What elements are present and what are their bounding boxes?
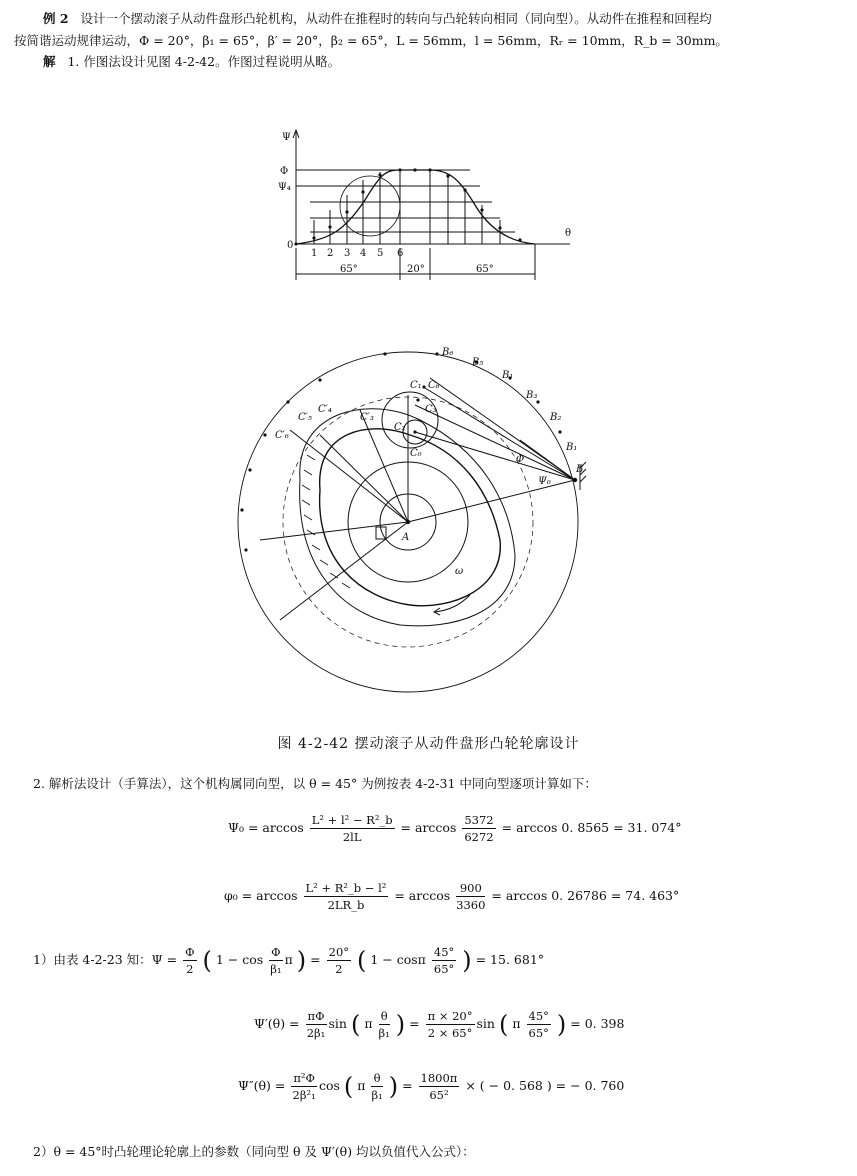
label-C3: C₃ xyxy=(425,404,437,415)
eq3-inner1: 1 − cos xyxy=(215,952,264,967)
label-C6-prime: C′₆ xyxy=(275,430,289,441)
eq3-f4d: 65° xyxy=(433,962,455,976)
eq4-f1d: 2β₁ xyxy=(306,1026,326,1040)
label-B: B xyxy=(576,464,584,475)
eq5-f2n: θ xyxy=(371,1070,382,1087)
eq4-rhs: = 0. 398 xyxy=(570,1016,625,1031)
label-C6: C₆ xyxy=(428,380,440,391)
eq4-f4d: 65° xyxy=(528,1026,549,1040)
eq3-f1d: 2 xyxy=(186,962,194,976)
eq4-pi-2: π xyxy=(512,1016,521,1031)
example-line-2: 按简谐运动规律运动，Φ = 20°，β₁ = 65°，β′ = 20°，β₂ = 65°，L = 56mm，l = 56mm，Rᵣ = 10mm，R_b = 30mm。 xyxy=(14,33,728,48)
label-C5-prime: C′₅ xyxy=(298,412,312,423)
example-text-1: 设计一个摆动滚子从动件盘形凸轮机构，从动件在推程时的转向与凸轮转向相同（同向型）。从动件在推程和回程均 xyxy=(80,11,712,26)
eq2-lhs: φ₀ = arccos xyxy=(224,888,298,903)
label-C1: C₁ xyxy=(410,380,422,391)
label-B4: B₁ xyxy=(502,370,514,381)
eq2-fraction-2 xyxy=(456,880,485,913)
origin-label: 0 xyxy=(287,240,294,251)
label-C3-prime: C′₃ xyxy=(360,412,374,423)
eq3-fraction-1 xyxy=(183,944,196,977)
solution-label: 解 xyxy=(43,54,56,69)
equation-phi0 xyxy=(224,880,679,913)
eq5-fraction-2 xyxy=(371,1070,382,1103)
eq2-num2: 900 xyxy=(456,880,485,897)
eq3-inner2: 1 − cosπ xyxy=(370,952,426,967)
eq1-mid: = arccos xyxy=(400,820,457,835)
eq4-f1n: πΦ xyxy=(307,1009,325,1023)
equation-psi0 xyxy=(228,812,682,845)
label-psi0: Ψ₀ xyxy=(538,476,551,487)
eq4-fraction-2 xyxy=(379,1008,390,1041)
eq1-num: L² + l² − R²_b xyxy=(311,813,393,827)
label-omega: ω xyxy=(455,566,464,577)
solution-line xyxy=(43,52,340,70)
solution-text: 1. 作图法设计见图 4-2-42。作图过程说明从略。 xyxy=(67,54,341,69)
eq4-f3d: 2 × 65° xyxy=(427,1026,473,1040)
eq3-prefix: 1）由表 4-2-23 知：Ψ = xyxy=(33,952,178,967)
eq5-rhs: × ( − 0. 568 ) = − 0. 760 xyxy=(465,1078,625,1093)
tick-6: 6 xyxy=(397,248,404,259)
eq4-pi: π xyxy=(364,1016,373,1031)
eq4-fraction-1 xyxy=(306,1008,327,1041)
eq2-fraction-1 xyxy=(304,880,389,913)
eq1-den: 2lL xyxy=(342,830,362,844)
eq4-f2n: θ xyxy=(379,1008,390,1025)
label-B2: B₂ xyxy=(550,412,562,423)
eq2-rhs: = arccos 0. 26786 = 74. 463° xyxy=(491,888,680,903)
eq3-f1n: Φ xyxy=(185,945,195,959)
eq4-f2d: β₁ xyxy=(378,1026,390,1040)
eq3-eq: = xyxy=(310,952,321,967)
eq3-f2n: Φ xyxy=(271,945,281,959)
y-psi-label: Ψ₄ xyxy=(278,182,291,193)
eq1-rhs: = arccos 0. 8565 = 31. 074° xyxy=(501,820,682,835)
eq1-fraction-1 xyxy=(310,812,395,845)
eq4-f4n: 45° xyxy=(528,1009,549,1023)
equation-psi-prime: Ψ′(θ) = $\frac{\pi\Phi}{\text{2β₁}}$ sin ( π $\frac{\theta}{\text{β₁}}$ ) = $\frac{\pi \times 20^\circ}{2 \times 65^\circ}$ sin ( π $\frac{45^\circ}{65^\circ}$ ) = 0. 398 xyxy=(254,1009,625,1040)
figure-caption: 图 4-2-42 摆动滚子从动件盘形凸轮轮廓设计 xyxy=(277,736,580,752)
label-B3: B₃ xyxy=(526,390,538,401)
eq3-rhs: = 15. 681° xyxy=(475,952,545,967)
eq5-f3d: 65² xyxy=(429,1088,449,1102)
item-2-line: 2）θ = 45°时凸轮理论轮廓上的参数（同向型 θ 及 Ψ′(θ) 均以负值代入公式）： xyxy=(33,1144,475,1159)
label-phi: Φ xyxy=(516,454,525,465)
cam-profile-diagram xyxy=(220,340,620,700)
tick-5: 5 xyxy=(377,248,384,259)
label-B5: B₅ xyxy=(472,357,484,368)
eq5-cos: cos xyxy=(318,1078,340,1093)
eq5-f2d: β₁ xyxy=(371,1088,383,1102)
eq4-f3n: π × 20° xyxy=(427,1009,473,1023)
eq2-num: L² + R²_b − l² xyxy=(305,881,387,895)
y-axis-label: Ψ xyxy=(282,132,291,143)
example-label: 例 2 xyxy=(43,11,69,26)
eq5-fraction-3 xyxy=(419,1070,460,1103)
eq4-eq: = xyxy=(409,1016,420,1031)
eq2-mid: = arccos xyxy=(394,888,451,903)
eq2-den2: 3360 xyxy=(456,898,486,912)
eq4-lhs: Ψ′(θ) = xyxy=(254,1016,300,1031)
tick-1: 1 xyxy=(311,248,318,259)
eq5-eq: = xyxy=(402,1078,413,1093)
equation-psi: 1）由表 4-2-23 知：Ψ = $\frac{\Phi}{2}$ ( 1 − cos $\frac{\Phi}{\text{β₁}}$ π ) = $\frac{20^\circ}{2}$ ( 1 − cosπ $\frac{45^\circ}{65^\circ}$ ) = 15. 681° xyxy=(33,945,545,976)
label-C2: C₂ xyxy=(394,422,406,433)
eq3-f4n: 45° xyxy=(433,945,455,959)
tick-3: 3 xyxy=(344,248,351,259)
eq4-fraction-3 xyxy=(426,1008,475,1041)
eq1-den2: 6272 xyxy=(464,830,494,844)
label-C4-prime: C′₄ xyxy=(318,404,332,415)
y-phi-label: Φ xyxy=(280,166,289,177)
eq5-f1d: 2β²₁ xyxy=(292,1088,316,1102)
example-line-1 xyxy=(43,9,712,27)
eq5-f3n: 1800π xyxy=(420,1071,458,1085)
eq5-pi: π xyxy=(357,1078,366,1093)
label-B1: B₁ xyxy=(566,442,578,453)
segment-1-label: 65° xyxy=(340,264,358,275)
label-A: A xyxy=(402,532,410,543)
equation-psi-double-prime: Ψ″(θ) = $\frac{\text{π²Φ}}{\text{2β²₁}}$ cos ( π $\frac{\theta}{\text{β₁}}$ ) = $\frac{1800\pi}{\text{65²}}$ × ( − 0. 568 ) = − 0. 760 xyxy=(238,1071,625,1102)
eq5-f1n: π²Φ xyxy=(293,1071,315,1085)
eq3-fraction-4 xyxy=(432,944,456,977)
eq4-sin2: sin xyxy=(476,1016,495,1031)
segment-3-label: 65° xyxy=(476,264,494,275)
label-B6: B₆ xyxy=(442,347,454,358)
x-axis-label: θ xyxy=(565,228,572,239)
eq2-den: 2LR_b xyxy=(327,898,365,912)
eq3-fraction-3 xyxy=(327,944,351,977)
eq3-fraction-2 xyxy=(269,944,282,977)
eq4-sin: sin xyxy=(328,1016,347,1031)
tick-2: 2 xyxy=(327,248,334,259)
displacement-diagram xyxy=(270,120,590,290)
tick-4: 4 xyxy=(360,248,367,259)
eq5-lhs: Ψ″(θ) = xyxy=(238,1078,286,1093)
eq3-f3d: 2 xyxy=(335,962,343,976)
eq1-lhs: Ψ₀ = arccos xyxy=(228,820,304,835)
eq1-fraction-2 xyxy=(462,812,495,845)
eq5-fraction-1 xyxy=(291,1070,317,1103)
label-C0: C₀ xyxy=(410,448,422,459)
eq3-f3n: 20° xyxy=(328,945,350,959)
eq3-f2d: β₁ xyxy=(270,962,282,976)
eq1-num2: 5372 xyxy=(464,813,494,827)
segment-2-label: 20° xyxy=(407,264,425,275)
eq4-fraction-4 xyxy=(527,1008,551,1041)
eq3-pi: π xyxy=(284,952,293,967)
section-2-heading: 2. 解析法设计（手算法），这个机构属同向型，以 θ = 45° 为例按表 4-2-31 中同向型逐项计算如下： xyxy=(33,776,597,791)
